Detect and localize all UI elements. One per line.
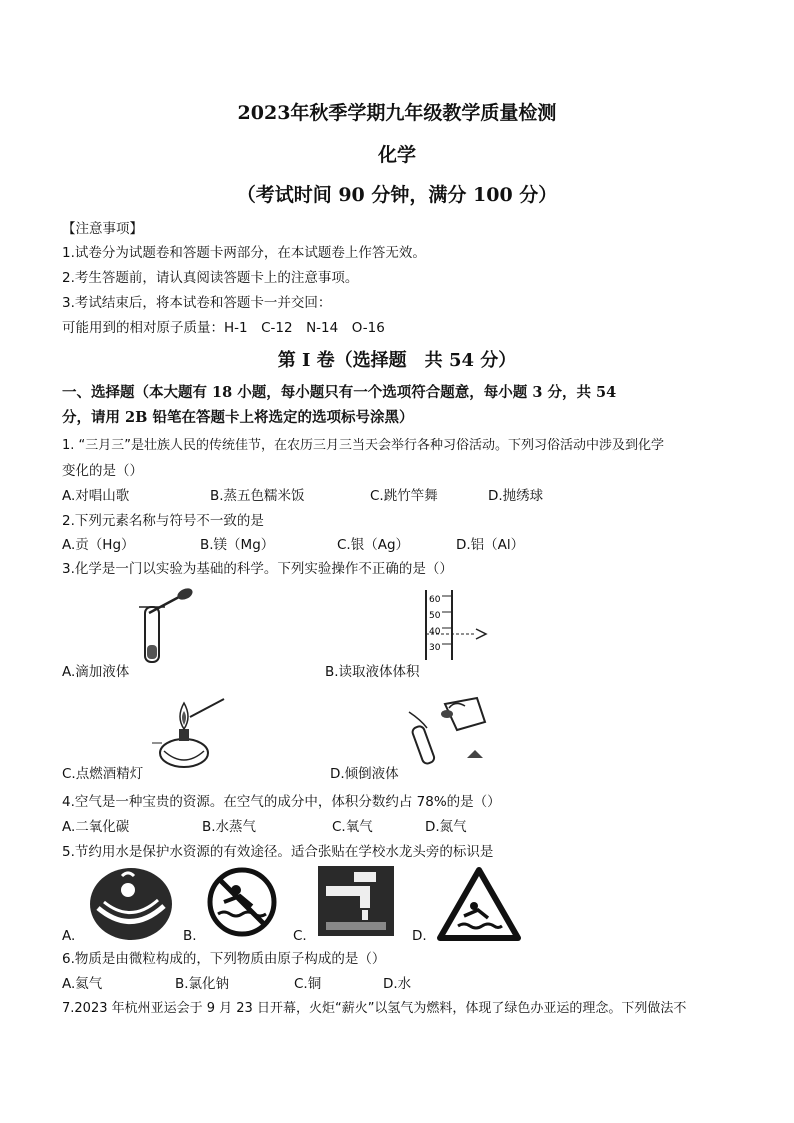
q1-option-a: A.对唱山歌 — [62, 488, 130, 504]
q6-option-a: A.氦气 — [62, 976, 103, 992]
notice-item-2: 2.考生答题前，请认真阅读答题卡上的注意事项。 — [62, 270, 359, 286]
exam-title: 2023年秋季学期九年级教学质量检测 — [237, 102, 557, 124]
q2-option-c: C.银（Ag） — [337, 537, 410, 553]
no-swimming-sign — [206, 866, 278, 938]
q5-option-d: D. — [412, 928, 427, 944]
q4-option-b: B.水蒸气 — [202, 819, 257, 835]
scale-label-50: 50 — [429, 611, 441, 621]
q5-option-a: A. — [62, 928, 76, 944]
notice-item-1: 1.试卷分为试题卷和答题卡两部分，在本试题卷上作答无效。 — [62, 245, 426, 261]
q3-option-b: B.读取液体体积 — [325, 664, 420, 680]
q6-option-b: B.氯化钠 — [175, 976, 230, 992]
notice-item-3: 3.考试结束后，将本试卷和答题卡一并交回： — [62, 295, 332, 311]
scale-label-30: 30 — [429, 643, 441, 653]
q3-stem: 3.化学是一门以实验为基础的科学。下列实验操作不正确的是（） — [62, 561, 453, 577]
q4-stem: 4.空气是一种宝贵的资源。在空气的成分中，体积分数约占 78%的是（） — [62, 794, 501, 810]
alcohol-lamp-figure — [150, 695, 230, 773]
q1-option-d: D.抛绣球 — [488, 488, 544, 504]
scale-label-40: 40 — [429, 627, 441, 637]
q3-option-d: D.倾倒液体 — [330, 766, 399, 782]
notice-heading: 【注意事项】 — [62, 221, 143, 237]
q2-stem: 2.下列元素名称与符号不一致的是 — [62, 513, 264, 529]
subject-title: 化学 — [377, 144, 416, 166]
q5-option-b: B. — [183, 928, 197, 944]
part-heading-line1: 一、选择题（本大题有 18 小题，每小题只有一个选项符合题意，每小题 3 分，共 54 — [62, 384, 617, 401]
q1-stem-line1: 1. “三月三”是壮族人民的传统佳节，在农历三月三当天会举行各种习俗活动。下列习俗活动中涉及到化学 — [62, 438, 665, 453]
q5-option-c: C. — [293, 928, 307, 944]
q4-option-a: A.二氧化碳 — [62, 819, 130, 835]
q1-stem-line2: 变化的是（） — [62, 463, 143, 479]
q7-stem: 7.2023 年杭州亚运会于 9 月 23 日开幕，火炬“薪火”以氢气为燃料，体现了绿色办亚运的理念。下列做法不 — [62, 1001, 687, 1016]
q3-option-c: C.点燃酒精灯 — [62, 766, 144, 782]
graduated-cylinder-figure — [418, 590, 498, 662]
water-saving-sign — [88, 866, 174, 942]
part-heading-line2: 分，请用 2B 铅笔在答题卡上将选定的选项标号涂黑） — [62, 409, 414, 426]
warning-swimmer-sign — [436, 866, 522, 942]
q4-option-c: C.氧气 — [332, 819, 373, 835]
dropper-testtube-figure — [135, 585, 215, 670]
pouring-liquid-figure — [405, 692, 495, 772]
section-title: 第 I 卷（选择题 共 54 分） — [277, 350, 517, 371]
q1-option-b: B.蒸五色糯米饭 — [210, 488, 305, 504]
q6-stem: 6.物质是由微粒构成的，下列物质由原子构成的是（） — [62, 951, 386, 967]
q3-option-a: A.滴加液体 — [62, 664, 130, 680]
faucet-sign — [316, 864, 396, 938]
q6-option-c: C.铜 — [294, 976, 322, 992]
q6-option-d: D.水 — [383, 976, 412, 992]
q2-option-a: A.贡（Hg） — [62, 537, 135, 553]
q4-option-d: D.氮气 — [425, 819, 467, 835]
atomic-mass-line: 可能用到的相对原子质量：H-1 C-12 N-14 O-16 — [62, 320, 385, 336]
q1-option-c: C.跳竹竿舞 — [370, 488, 438, 504]
q2-option-b: B.镁（Mg） — [200, 537, 275, 553]
q5-stem: 5.节约用水是保护水资源的有效途径。适合张贴在学校水龙头旁的标识是 — [62, 844, 494, 860]
q2-option-d: D.铝（Al） — [456, 537, 525, 553]
exam-time-info: （考试时间 90 分钟，满分 100 分） — [236, 184, 558, 206]
scale-label-60: 60 — [429, 595, 441, 605]
